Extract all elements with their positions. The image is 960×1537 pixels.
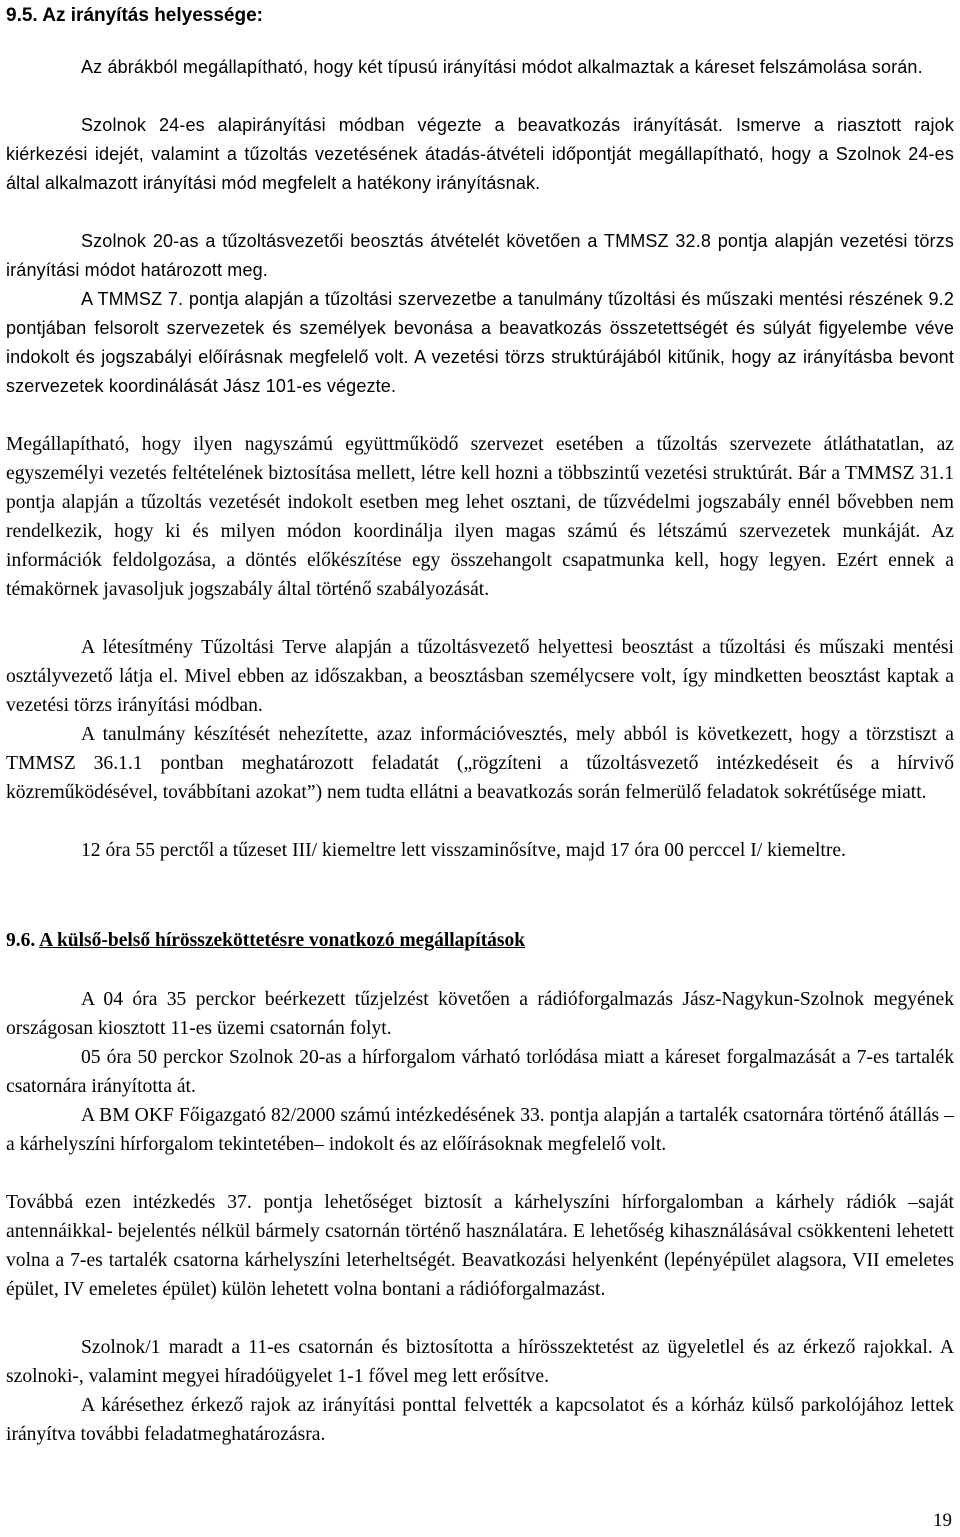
paragraph: Továbbá ezen intézkedés 37. pontja lehetőséget biztosít a kárhelyszíni hírforgalomban a kárhely rádiók –saját antennáikkal- bejelentés nélkül bármely csatornán történő használatára. E lehetőség kihasználásával csökkenteni lehetett volna a 7-es tartalék csatorna kárhelyszíni leterheltségét. Beavatkozási helyenként (lepényépület alagsora, VII emeletes épület, IV emeletes épület) külön lehetett volna bontani a rádióforgalmazást.	[6, 1192, 954, 1300]
paragraph: A 04 óra 35 perckor beérkezett tűzjelzést követően a rádióforgalmazás Jász-Nagykun-Szolnok megyének országosan kiosztott 11-es üzemi csatornán folyt.	[6, 989, 954, 1039]
paragraph: Megállapítható, hogy ilyen nagyszámú együttműködő szervezet esetében a tűzoltás szervezete átláthatatlan, az egyszemélyi vezetés feltételének biztosítása mellett, létre kell hozni a többszintű vezetési struktúrát. Bár a TMMSZ 31.1 pontja alapján a tűzoltás vezetését indokolt esetben meg lehet osztani, de tűzvédelmi jogszabály ennél bővebben nem rendelkezik, hogy ki és milyen módon koordinálja ilyen magas számú és létszámú szervezetek munkáját. Az információk feldolgozása, a döntés előkészítése egy összehangolt csapatmunka kell, hogy legyen. Ezért ennek a témakörnek javasoljuk jogszabály által történő szabályozását.	[6, 434, 954, 600]
paragraph: Szolnok 24-es alapirányítási módban végezte a beavatkozás irányítását. Ismerve a riasztott rajok kiérkezési idejét, valamint a tűzoltás vezetésének átadás-átvételi időpontját megállapítható, hogy a Szolnok 24-es által alkalmazott irányítási mód megfelelt a hatékony irányításnak.	[6, 115, 954, 193]
paragraph: Az ábrákból megállapítható, hogy két típusú irányítási módot alkalmaztak a káreset felszámolása során.	[81, 57, 923, 77]
paragraph: A TMMSZ 7. pontja alapján a tűzoltási szervezetbe a tanulmány tűzoltási és műszaki mentési részének 9.2 pontjában felsorolt szervezetek és személyek bevonása a beavatkozás összetettségét és súlyát figyelembe véve indokolt és jogszabályi előírásnak megfelelő volt. A vezetési törzs struktúrájából kitűnik, hogy az irányításba bevont szervezetek koordinálását Jász 101-es végezte.	[6, 289, 954, 396]
page-number: 19	[933, 1510, 952, 1531]
paragraph: A tanulmány készítését nehezítette, azaz információvesztés, mely abból is következett, hogy a törzstiszt a TMMSZ 36.1.1 pontban meghatározott feladatát („rögzíteni a tűzoltásvezető intézkedéseit és a hírvivő közreműködésével, továbbítani azokat”) nem tudta ellátni a beavatkozás során felmerülő feladatok sokrétűsége miatt.	[6, 724, 954, 803]
section-heading-9-5: 9.5. Az irányítás helyessége:	[6, 5, 263, 26]
paragraph: 12 óra 55 perctől a tűzeset III/ kiemeltre lett visszaminősítve, majd 17 óra 00 perccel I/ kiemeltre.	[81, 840, 846, 861]
paragraph: Szolnok/1 maradt a 11-es csatornán és biztosította a hírösszektetést az ügyeletlel és az érkező rajokkal. A szolnoki-, valamint megyei híradóügyelet 1-1 fővel meg lett erősítve.	[6, 1337, 954, 1387]
section-heading-title: A külső-belső hírösszeköttetésre vonatkozó megállapítások	[39, 930, 526, 951]
paragraph: Szolnok 20-as a tűzoltásvezetői beosztás átvételét követően a TMMSZ 32.8 pontja alapján vezetési törzs irányítási módot határozott meg.	[6, 231, 954, 280]
paragraph: A létesítmény Tűzoltási Terve alapján a tűzoltásvezető helyettesi beosztást a tűzoltási és műszaki mentési osztályvezető látja el. Mivel ebben az időszakban, a beosztásban személycsere volt, így mindketten beosztást kaptak a vezetési törzs irányítási módban.	[6, 637, 954, 716]
paragraph: A BM OKF Főigazgató 82/2000 számú intézkedésének 33. pontja alapján a tartalék csatornára történő átállás –a kárhelyszíni hírforgalom tekintetében– indokolt és az előírásoknak megfelelő volt.	[6, 1105, 954, 1155]
section-heading-number: 9.6.	[6, 930, 36, 951]
paragraph: A kárésethez érkező rajok az irányítási ponttal felvették a kapcsolatot és a kórház külső parkolójához lettek irányítva további feladatmeghatározásra.	[6, 1395, 954, 1445]
section-heading-9-6	[6, 929, 954, 953]
paragraph: 05 óra 50 perckor Szolnok 20-as a hírforgalom várható torlódása miatt a káreset forgalmazását a 7-es tartalék csatornára irányította át.	[6, 1047, 954, 1097]
